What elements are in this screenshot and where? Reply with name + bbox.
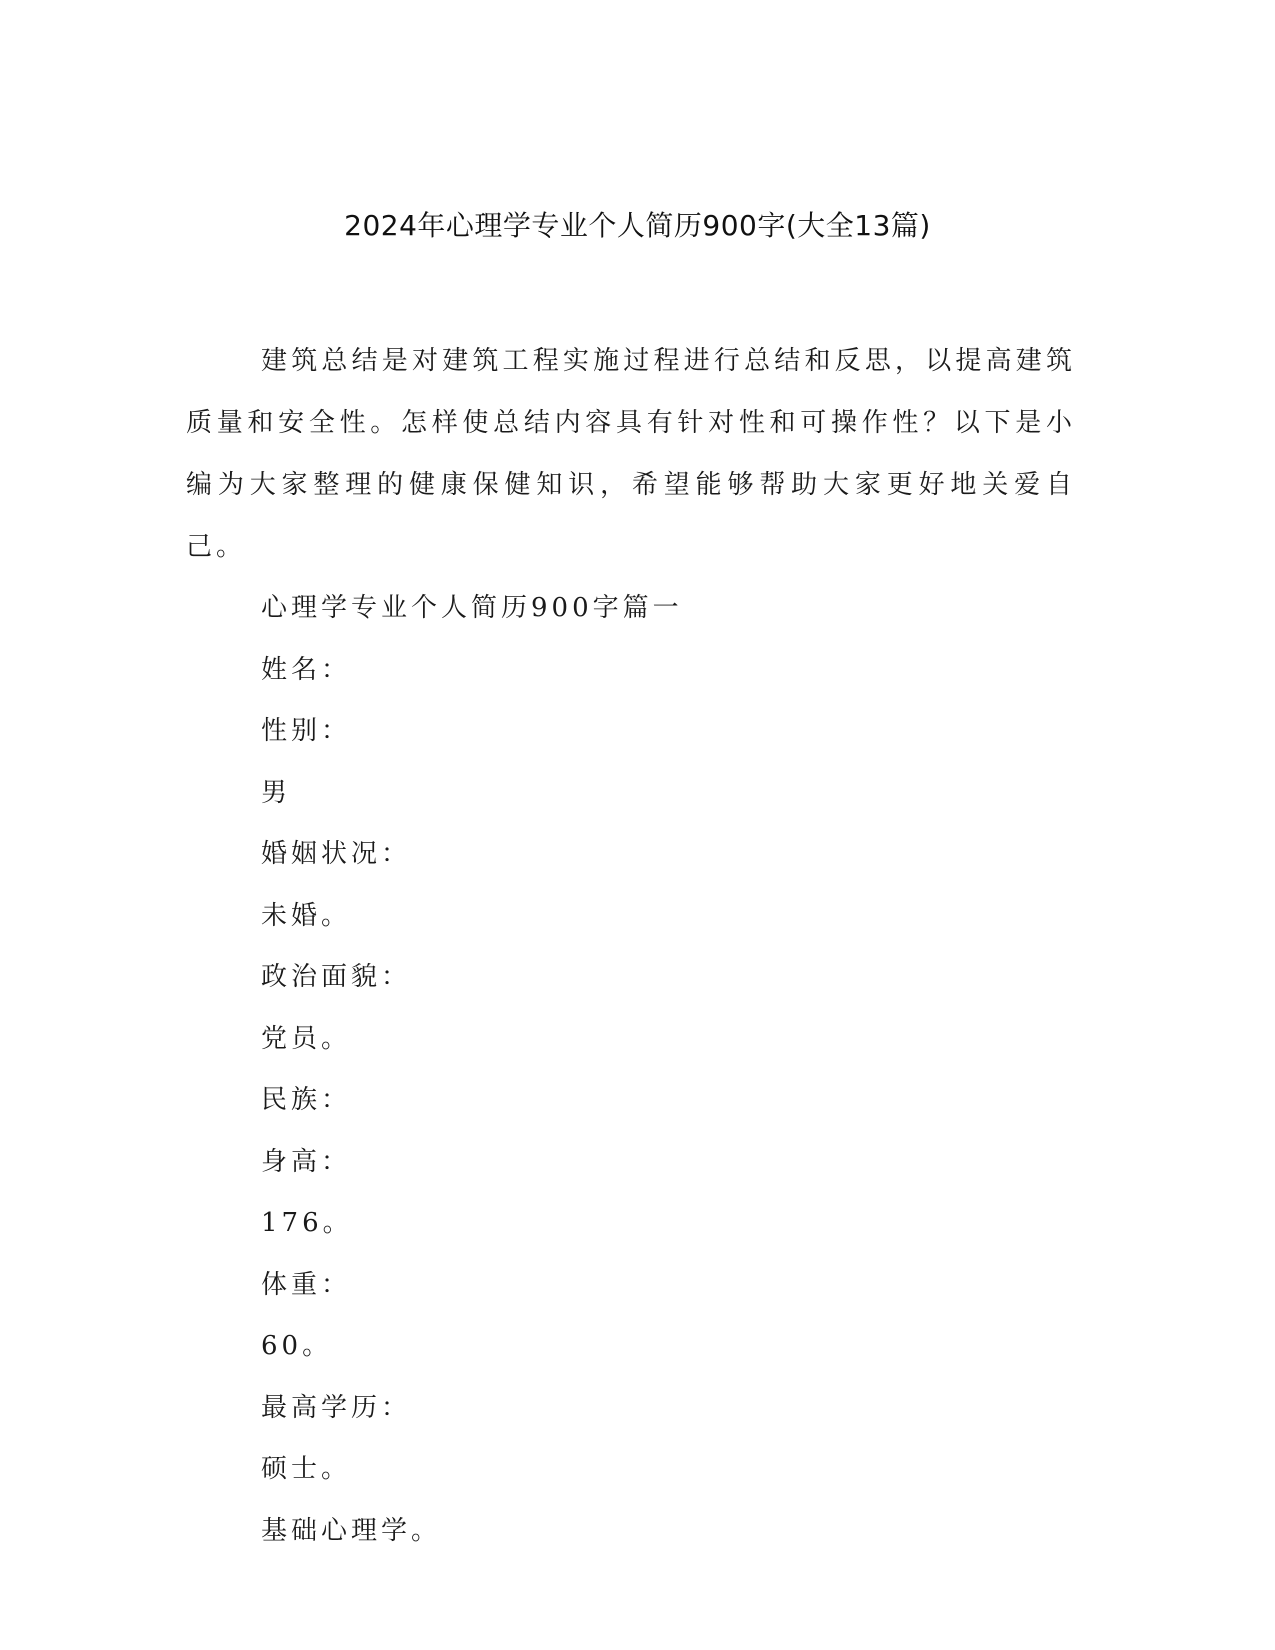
resume-line: 60。 — [261, 1331, 333, 1361]
section-heading: 心理学专业个人简历900字篇一 — [261, 593, 683, 623]
resume-line: 性别： — [261, 716, 352, 746]
document-title: 2024年心理学专业个人简历900字(大全13篇) — [344, 209, 931, 242]
resume-line: 婚姻状况： — [261, 839, 412, 869]
resume-line: 民族： — [261, 1085, 352, 1115]
resume-line: 基础心理学。 — [261, 1515, 442, 1546]
document-body — [186, 330, 1076, 1562]
resume-line: 党员。 — [261, 1023, 352, 1054]
resume-line: 身高： — [261, 1146, 352, 1177]
resume-lines — [186, 578, 1076, 1562]
intro-paragraph: 建筑总结是对建筑工程实施过程进行总结和反思，以提高建筑质量和安全性。怎样使总结内容具有针对性和可操作性？以下是小编为大家整理的健康保健知识，希望能够帮助大家更好地关爱自己。 — [186, 346, 1076, 562]
resume-line: 男 — [261, 777, 292, 808]
resume-line: 未婚。 — [261, 900, 352, 931]
resume-line: 姓名： — [261, 654, 352, 685]
resume-line: 最高学历： — [261, 1392, 412, 1423]
resume-line: 176。 — [261, 1208, 353, 1238]
resume-line: 政治面貌： — [261, 962, 412, 992]
resume-line: 硕士。 — [261, 1454, 352, 1484]
resume-line: 体重： — [261, 1269, 352, 1300]
